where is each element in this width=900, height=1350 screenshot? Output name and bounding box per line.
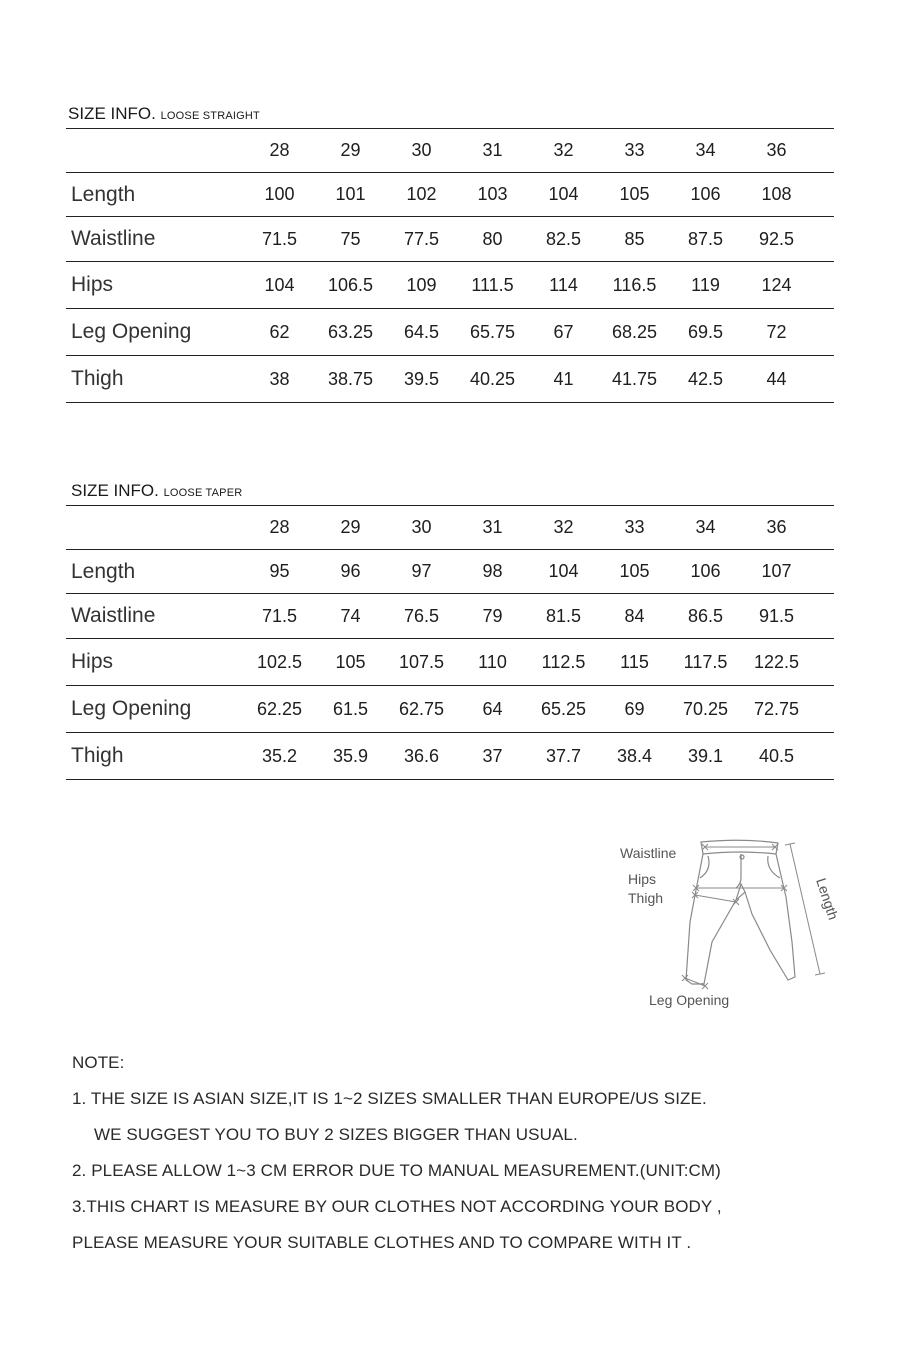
size-header-cell: 33 [599,506,670,550]
value-cell: 39.5 [386,356,457,403]
hips-label: Hips [628,871,657,887]
header-blank-cell [66,129,244,173]
row-label: Hips [66,639,244,686]
size-section-loose-taper [66,477,834,782]
note-line: 1. THE SIZE IS ASIAN SIZE,IT IS 1~2 SIZES SMALLER THAN EUROPE/US SIZE. [72,1089,707,1108]
table-row [66,173,834,217]
table-row [66,356,834,403]
value-cell: 44 [741,356,812,403]
row-label: Waistline [66,217,244,262]
value-cell: 104 [528,173,599,217]
value-cell: 101 [315,173,386,217]
pad-cell [812,129,834,173]
value-cell: 87.5 [670,217,741,262]
value-cell: 76.5 [386,594,457,639]
value-cell: 41 [528,356,599,403]
size-header-cell: 28 [244,506,315,550]
value-cell: 62 [244,309,315,356]
value-cell: 114 [528,262,599,309]
value-cell: 67 [528,309,599,356]
value-cell: 38.4 [599,733,670,780]
value-cell: 37 [457,733,528,780]
pants-pocket-right [768,856,780,878]
section-title-sub: LOOSE STRAIGHT [160,110,260,122]
size-header-cell: 29 [315,506,386,550]
value-cell: 40.5 [741,733,812,780]
value-cell: 65.25 [528,686,599,733]
value-cell: 112.5 [528,639,599,686]
value-cell: 108 [741,173,812,217]
value-cell: 122.5 [741,639,812,686]
pad-cell [812,686,834,733]
size-header-cell: 31 [457,129,528,173]
value-cell: 85 [599,217,670,262]
value-cell: 70.25 [670,686,741,733]
value-cell: 105 [599,173,670,217]
row-label: Leg Opening [66,686,244,733]
value-cell: 69 [599,686,670,733]
value-cell: 62.75 [386,686,457,733]
table-row [66,594,834,639]
value-cell: 119 [670,262,741,309]
row-label: Leg Opening [66,309,244,356]
value-cell: 106 [670,173,741,217]
size-header-cell: 28 [244,129,315,173]
row-label: Thigh [66,733,244,780]
value-cell: 35.9 [315,733,386,780]
pants-fly [736,854,741,888]
size-table [66,505,834,780]
table-row [66,686,834,733]
value-cell: 38.75 [315,356,386,403]
value-cell: 106 [670,550,741,594]
size-header-cell: 30 [386,129,457,173]
value-cell: 84 [599,594,670,639]
value-cell: 104 [528,550,599,594]
value-cell: 105 [315,639,386,686]
value-cell: 72.75 [741,686,812,733]
value-cell: 68.25 [599,309,670,356]
value-cell: 103 [457,173,528,217]
value-cell: 35.2 [244,733,315,780]
size-header-cell: 33 [599,129,670,173]
value-cell: 36.6 [386,733,457,780]
size-header-cell: 34 [670,506,741,550]
size-header-row [66,506,834,550]
value-cell: 77.5 [386,217,457,262]
row-label: Hips [66,262,244,309]
value-cell: 105 [599,550,670,594]
value-cell: 64 [457,686,528,733]
value-cell: 97 [386,550,457,594]
value-cell: 95 [244,550,315,594]
row-label: Waistline [66,594,244,639]
pants-measurement-diagram [600,832,850,1022]
value-cell: 110 [457,639,528,686]
waistline-label: Waistline [620,845,677,861]
value-cell: 71.5 [244,594,315,639]
pants-pocket-left [700,856,709,878]
value-cell: 96 [315,550,386,594]
value-cell: 117.5 [670,639,741,686]
table-row [66,309,834,356]
value-cell: 92.5 [741,217,812,262]
section-title-main: SIZE INFO. [68,104,156,123]
size-header-cell: 36 [741,506,812,550]
pad-cell [812,550,834,594]
value-cell: 61.5 [315,686,386,733]
value-cell: 69.5 [670,309,741,356]
table-row [66,217,834,262]
section-title-sub: LOOSE TAPER [163,487,243,499]
value-cell: 91.5 [741,594,812,639]
table-row [66,262,834,309]
value-cell: 37.7 [528,733,599,780]
value-cell: 124 [741,262,812,309]
section-title [68,104,260,124]
notes-heading: NOTE: [72,1053,125,1072]
value-cell: 41.75 [599,356,670,403]
size-section-loose-straight [66,100,834,405]
value-cell: 98 [457,550,528,594]
size-table [66,128,834,403]
header-blank-cell [66,506,244,550]
value-cell: 71.5 [244,217,315,262]
value-cell: 81.5 [528,594,599,639]
value-cell: 109 [386,262,457,309]
value-cell: 102.5 [244,639,315,686]
table-row [66,639,834,686]
value-cell: 38 [244,356,315,403]
section-title-main: SIZE INFO. [71,481,159,500]
pad-cell [812,309,834,356]
leg-opening-tick-left [682,975,688,981]
pants-button [740,855,744,859]
value-cell: 79 [457,594,528,639]
leg-opening-tick-right [702,983,708,989]
size-header-row [66,129,834,173]
value-cell: 65.75 [457,309,528,356]
pad-cell [812,733,834,780]
pad-cell [812,639,834,686]
row-label: Thigh [66,356,244,403]
value-cell: 42.5 [670,356,741,403]
value-cell: 107 [741,550,812,594]
value-cell: 62.25 [244,686,315,733]
size-header-cell: 32 [528,129,599,173]
value-cell: 74 [315,594,386,639]
row-label: Length [66,550,244,594]
value-cell: 116.5 [599,262,670,309]
value-cell: 63.25 [315,309,386,356]
thigh-label: Thigh [628,890,664,906]
value-cell: 86.5 [670,594,741,639]
value-cell: 64.5 [386,309,457,356]
value-cell: 39.1 [670,733,741,780]
pad-cell [812,217,834,262]
pad-cell [812,594,834,639]
size-header-cell: 30 [386,506,457,550]
section-title [71,481,242,501]
length-line [790,844,820,974]
size-header-cell: 31 [457,506,528,550]
leg-opening-label: Leg Opening [649,992,730,1008]
length-label: Length [813,875,842,922]
note-line: WE SUGGEST YOU TO BUY 2 SIZES BIGGER THAN USUAL. [94,1125,578,1144]
size-header-cell: 32 [528,506,599,550]
value-cell: 111.5 [457,262,528,309]
size-header-cell: 34 [670,129,741,173]
pad-cell [812,356,834,403]
row-label: Length [66,173,244,217]
table-row [66,733,834,780]
size-header-cell: 29 [315,129,386,173]
pad-cell [812,506,834,550]
value-cell: 115 [599,639,670,686]
value-cell: 102 [386,173,457,217]
thigh-line [695,895,736,902]
value-cell: 82.5 [528,217,599,262]
value-cell: 75 [315,217,386,262]
value-cell: 80 [457,217,528,262]
value-cell: 104 [244,262,315,309]
table-row [66,550,834,594]
pad-cell [812,173,834,217]
pants-diagram-svg [600,832,850,1022]
value-cell: 107.5 [386,639,457,686]
value-cell: 106.5 [315,262,386,309]
value-cell: 40.25 [457,356,528,403]
pad-cell [812,262,834,309]
size-header-cell: 36 [741,129,812,173]
note-line: 2. PLEASE ALLOW 1~3 CM ERROR DUE TO MANUAL MEASUREMENT.(UNIT:CM) [72,1161,721,1180]
note-line: 3.THIS CHART IS MEASURE BY OUR CLOTHES NOT ACCORDING YOUR BODY , [72,1197,722,1216]
value-cell: 72 [741,309,812,356]
note-line: PLEASE MEASURE YOUR SUITABLE CLOTHES AND TO COMPARE WITH IT . [72,1233,692,1252]
value-cell: 100 [244,173,315,217]
